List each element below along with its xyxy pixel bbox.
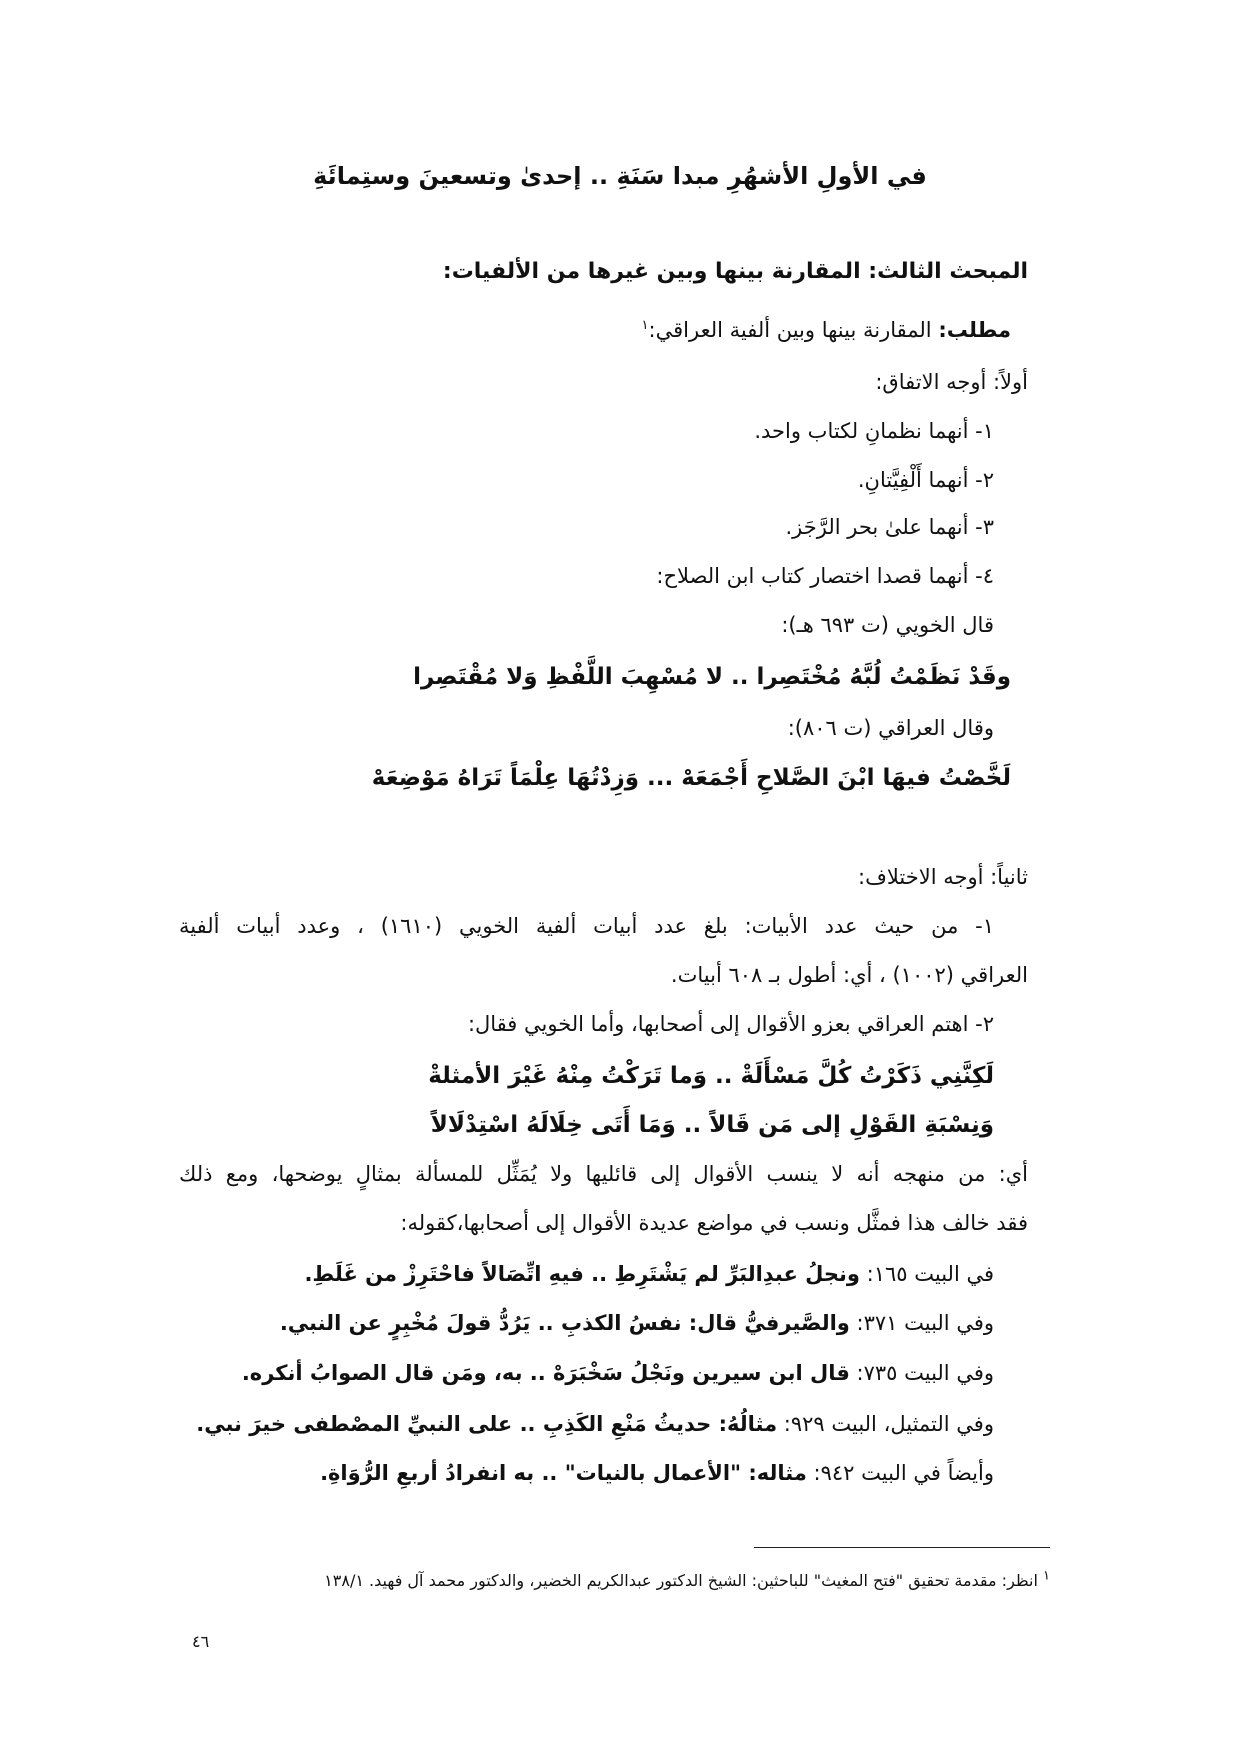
footnote-reference: ١ [641, 318, 649, 333]
footnote-text: انظر: مقدمة تحقيق "فتح المغيث" للباحثين: الشيخ الدكتور عبدالكريم الخضير، والدكتور محمد آل فهيد. ١٣٨/١ [324, 1571, 1038, 1590]
khuwayyi-intro: قال الخويي (ت ٦٩٣ هـ): [781, 613, 994, 637]
khuwayyi-verse-1: لَكِنَّنِي ذَكَرْتُ كُلَّ مَسْأَلَةْ .. وَما تَرَكْتُ مِنْهُ غَيْرَ الأمثلةْ [428, 1063, 994, 1089]
example-ref: وفي التمثيل، البيت ٩٢٩: [783, 1412, 994, 1436]
agreement-item: ٤- أنهما قصدا اختصار كتاب ابن الصلاح: [656, 564, 994, 588]
section-heading: المبحث الثالث: المقارنة بينها وبين غيرها من الألفيات: [442, 259, 1028, 284]
example-line [304, 1254, 994, 1294]
agreement-item: ١- أنهما نظمانِ لكتاب واحد. [754, 419, 994, 443]
footnote-number: ١ [1043, 1568, 1050, 1584]
khuwayyi-verse: وقَدْ نَظَمْتُ لُبَّهُ مُخْتَصِرا .. لا مُسْهِبَ اللَّفْظِ وَلا مُقْتَصِرا [413, 664, 1011, 690]
page-number: ٤٦ [192, 1632, 210, 1651]
subsection-line [642, 310, 1011, 350]
difference-point1-line2: العراقي (١٠٠٢) ، أي: أطول بـ ٦٠٨ أبيات. [670, 963, 1028, 987]
example-verse: مثاله: "الأعمال بالنيات" .. به انفرادُ أربعِ الرُّوَاةِ. [320, 1461, 807, 1485]
example-line [196, 1404, 994, 1444]
agreement-item: ٣- أنهما علىٰ بحر الرَّجَز. [785, 515, 994, 539]
agreement-item: ٢- أنهما أَلْفِيَّتانِ. [857, 468, 994, 492]
example-verse: والصَّيرفيُّ قال: نفسُ الكذبِ .. يَرُدُّ قولَ مُخْبِرٍ عن النبي. [279, 1311, 850, 1335]
difference-heading: ثانياً: أوجه الاختلاف: [858, 865, 1028, 889]
example-verse: ونجلُ عبدِالبَرِّ لم يَشْتَرِطِ .. فيهِ اتِّصَالاً فاحْتَرِزْ من غَلَطِ. [304, 1262, 860, 1286]
difference-point2: ٢- اهتم العراقي بعزو الأقوال إلى أصحابها، وأما الخويي فقال: [467, 1012, 994, 1036]
example-verse: مثالُهُ: حديثُ مَنْعِ الكَذِبِ .. على النبيِّ المصْطفى خيرَ نبي. [196, 1412, 778, 1436]
footnote-separator [754, 1547, 1050, 1548]
iraqi-verse: لَخَّصْتُ فيهَا ابْنَ الصَّلاحِ أَجْمَعَهْ ... وَزِدْتُهَا عِلْمَاً تَرَاهُ مَوْضِعَهْ [371, 765, 1011, 791]
explanation-line-1: أي: من منهجه أنه لا ينسب الأقوال إلى قائليها ولا يُمَثِّل للمسألة بمثالٍ يوضحها، ومع ذلك [179, 1162, 1028, 1186]
subsection-text: المقارنة بينها وبين ألفية العراقي: [648, 318, 932, 342]
difference-point1-line1: ١- من حيث عدد الأبيات: بلغ عدد أبيات ألفية الخويي (١٦١٠) ، وعدد أبيات ألفية [179, 914, 994, 938]
example-line [242, 1353, 994, 1393]
explanation-line-2: فقد خالف هذا فمثَّل ونسب في مواضع عديدة الأقوال إلى أصحابها،كقوله: [400, 1211, 1028, 1235]
example-line [320, 1453, 994, 1493]
example-ref: وفي البيت ٧٣٥: [856, 1361, 994, 1385]
example-ref: وفي البيت ٣٧١: [856, 1311, 994, 1335]
subsection-label: مطلب: [938, 318, 1011, 342]
example-line [280, 1303, 994, 1343]
example-ref: في البيت ١٦٥: [866, 1262, 994, 1286]
iraqi-intro: وقال العراقي (ت ٨٠٦): [787, 716, 994, 740]
footnote [324, 1565, 1050, 1597]
example-ref: وأيضاً في البيت ٩٤٢: [813, 1461, 994, 1485]
agreement-heading: أولاً: أوجه الاتفاق: [875, 370, 1028, 394]
example-verse: قال ابن سيرين ونَجْلُ سَخْبَرَهْ .. به، ومَن قال الصوابُ أنكره. [241, 1361, 850, 1385]
khuwayyi-verse-2: وَنِسْبَةِ القَوْلِ إلى مَن قَالاً .. وَمَا أَتَى خِلَالَهُ اسْتِدْلَالاً [430, 1112, 994, 1138]
title-verse: في الأولِ الأشهُرِ مبدا سَنَةِ .. إحدىٰ وتسعينَ وستِمائَةِ [313, 162, 927, 190]
